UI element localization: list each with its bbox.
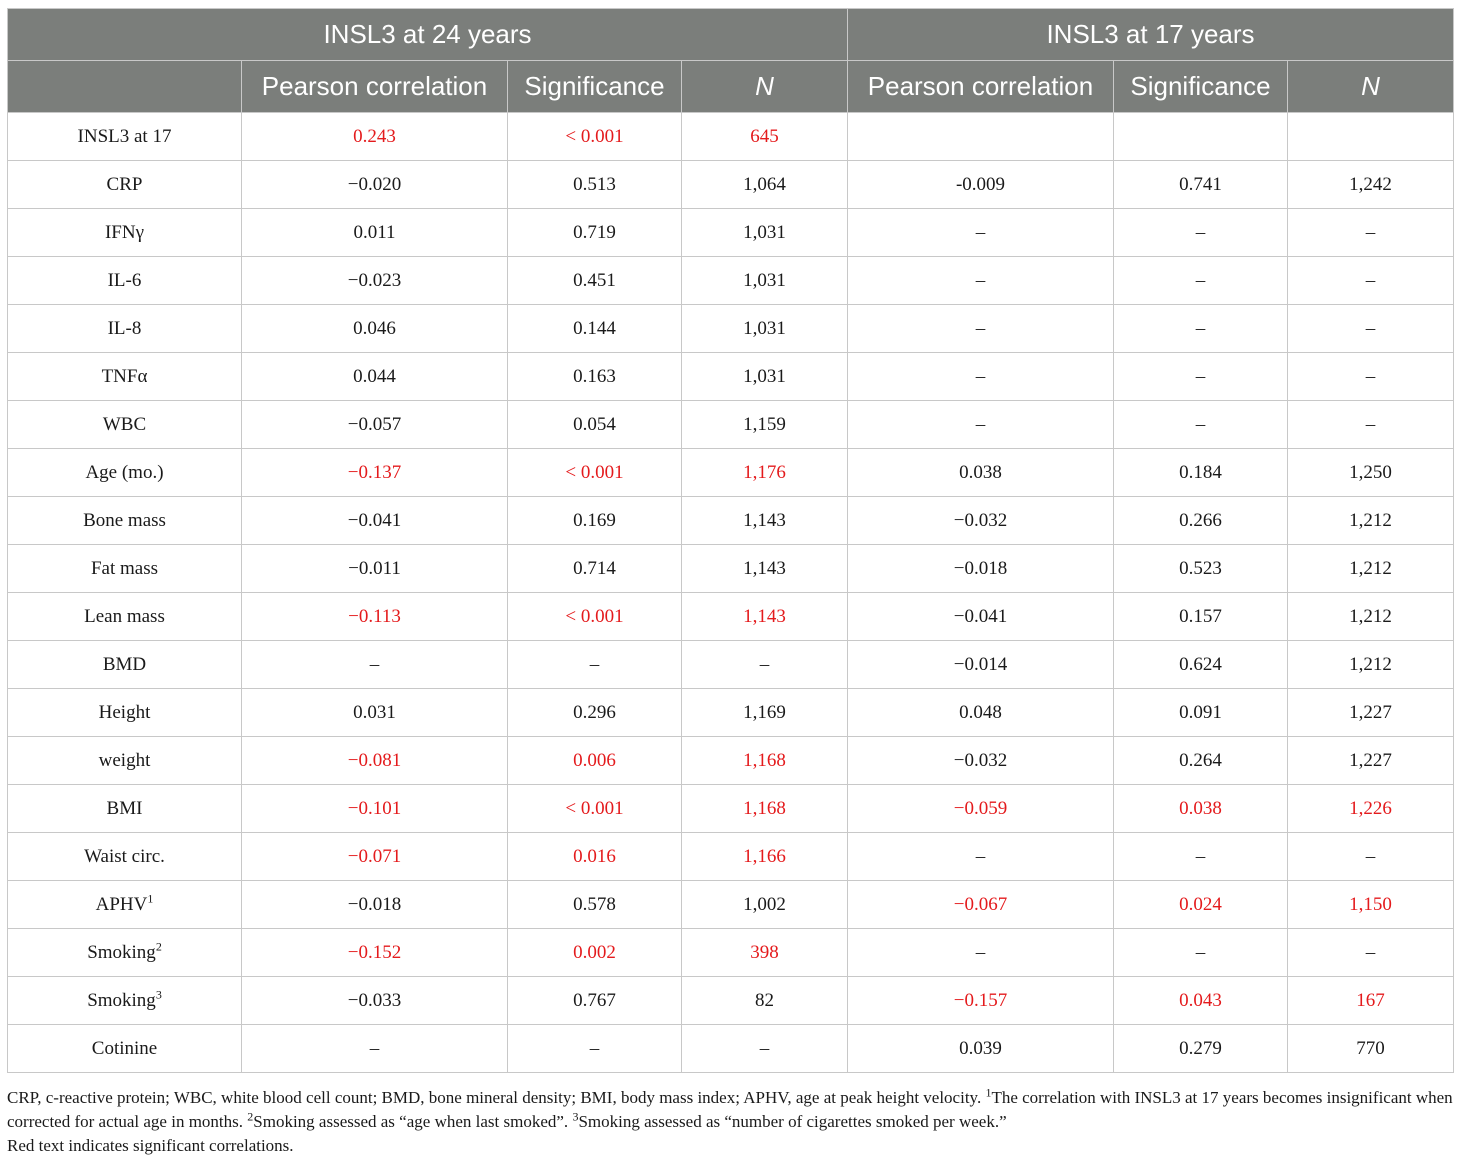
table-cell: –: [1288, 209, 1454, 257]
table-cell: -0.009: [848, 161, 1114, 209]
table-cell: 1,212: [1288, 593, 1454, 641]
table-cell: −0.041: [242, 497, 508, 545]
footnote-note-3: Smoking assessed as “number of cigarettes smoked per week.”: [578, 1112, 1007, 1131]
group-header-row: [8, 9, 1454, 61]
table-cell: 0.054: [508, 401, 682, 449]
row-label-text: Bone mass: [83, 509, 166, 531]
row-label: [8, 833, 242, 881]
table-cell: −0.113: [242, 593, 508, 641]
row-label-text: Cotinine: [91, 1037, 158, 1059]
table-cell: 0.039: [848, 1025, 1114, 1073]
row-label-text: Waist circ.: [84, 845, 165, 867]
table-cell: < 0.001: [508, 785, 682, 833]
table-cell: –: [1114, 353, 1288, 401]
table-cell: 1,168: [682, 785, 848, 833]
row-label: [8, 1025, 242, 1073]
table-cell: −0.011: [242, 545, 508, 593]
table-cell: 0.451: [508, 257, 682, 305]
row-label: [8, 113, 242, 161]
table-row: [8, 401, 1454, 449]
table-cell: [1288, 113, 1454, 161]
table-row: [8, 689, 1454, 737]
table-cell: 0.243: [242, 113, 508, 161]
table-cell: 1,242: [1288, 161, 1454, 209]
row-label: [8, 449, 242, 497]
table-cell: −0.152: [242, 929, 508, 977]
row-label: [8, 641, 242, 689]
table-cell: 1,227: [1288, 689, 1454, 737]
footnote-marker-1: 1: [985, 1085, 992, 1100]
sub-header-pearson-17: Pearson correlation: [848, 61, 1114, 113]
table-cell: –: [1114, 401, 1288, 449]
row-label-text: BMI: [106, 797, 143, 819]
table-cell: 1,031: [682, 209, 848, 257]
table-cell: −0.067: [848, 881, 1114, 929]
table-cell: 1,226: [1288, 785, 1454, 833]
table-cell: 0.719: [508, 209, 682, 257]
table-cell: 0.157: [1114, 593, 1288, 641]
table-cell: 0.264: [1114, 737, 1288, 785]
row-label-footnote-marker: 3: [155, 987, 162, 1002]
row-label-footnote-marker: 2: [155, 939, 162, 954]
table-cell: –: [1114, 833, 1288, 881]
table-cell: –: [508, 1025, 682, 1073]
table-cell: 1,212: [1288, 641, 1454, 689]
table-row: [8, 737, 1454, 785]
table-cell: 0.011: [242, 209, 508, 257]
table-row: [8, 593, 1454, 641]
row-label: [8, 257, 242, 305]
row-label-text: weight: [98, 749, 151, 771]
table-cell: 0.624: [1114, 641, 1288, 689]
table-cell: 0.006: [508, 737, 682, 785]
table-cell: 1,159: [682, 401, 848, 449]
table-cell: –: [848, 833, 1114, 881]
table-cell: 167: [1288, 977, 1454, 1025]
table-cell: −0.081: [242, 737, 508, 785]
table-cell: 0.038: [1114, 785, 1288, 833]
table-cell: 0.038: [848, 449, 1114, 497]
table-cell: −0.020: [242, 161, 508, 209]
row-label-text: INSL3 at 17: [77, 125, 172, 147]
footnote-note-1: The correlation with INSL3 at 17 years becomes insignificant when corrected for actual age in months.: [7, 1088, 1453, 1131]
table-cell: −0.057: [242, 401, 508, 449]
table-row: [8, 785, 1454, 833]
table-cell: 1,143: [682, 593, 848, 641]
table-row: [8, 881, 1454, 929]
table-cell: 1,212: [1288, 545, 1454, 593]
table-cell: 1,064: [682, 161, 848, 209]
table-cell: −0.041: [848, 593, 1114, 641]
table-row: [8, 113, 1454, 161]
row-label: [8, 497, 242, 545]
footnote-line-2: Red text indicates significant correlations.: [7, 1136, 294, 1155]
row-label: [8, 689, 242, 737]
footnote-marker-3: 3: [572, 1109, 579, 1124]
table-cell: 0.144: [508, 305, 682, 353]
table-cell: 0.031: [242, 689, 508, 737]
row-label-text: CRP: [106, 173, 143, 195]
footnote-marker-2: 2: [247, 1109, 254, 1124]
table-cell: 0.048: [848, 689, 1114, 737]
sub-header-significance-24: Significance: [508, 61, 682, 113]
table-cell: –: [1288, 929, 1454, 977]
table-cell: 0.523: [1114, 545, 1288, 593]
table-cell: 1,227: [1288, 737, 1454, 785]
row-label: [8, 353, 242, 401]
table-cell: 1,176: [682, 449, 848, 497]
table-cell: –: [1114, 929, 1288, 977]
table-cell: –: [1288, 305, 1454, 353]
row-label-text: APHV: [95, 893, 148, 915]
row-label-text: Fat mass: [90, 557, 159, 579]
row-label-text: BMD: [102, 653, 147, 675]
table-row: [8, 257, 1454, 305]
table-cell: 1,212: [1288, 497, 1454, 545]
table-cell: < 0.001: [508, 449, 682, 497]
table-cell: −0.059: [848, 785, 1114, 833]
table-cell: –: [1288, 257, 1454, 305]
table-cell: 1,031: [682, 305, 848, 353]
table-row: [8, 1025, 1454, 1073]
table-cell: 1,166: [682, 833, 848, 881]
row-label-text: IFNγ: [104, 221, 144, 243]
table-cell: –: [848, 257, 1114, 305]
group-header-24: INSL3 at 24 years: [8, 9, 848, 61]
table-cell: 0.296: [508, 689, 682, 737]
table-cell: < 0.001: [508, 593, 682, 641]
table-cell: 0.266: [1114, 497, 1288, 545]
table-cell: 0.578: [508, 881, 682, 929]
table-cell: −0.032: [848, 497, 1114, 545]
table-cell: [1114, 113, 1288, 161]
table-cell: –: [1114, 305, 1288, 353]
row-label: [8, 161, 242, 209]
sub-header-significance-17: Significance: [1114, 61, 1288, 113]
table-cell: 0.024: [1114, 881, 1288, 929]
row-label-footnote-marker: 1: [147, 891, 154, 906]
table-cell: −0.157: [848, 977, 1114, 1025]
row-label-text: WBC: [102, 413, 147, 435]
correlation-table: [7, 8, 1454, 1073]
row-label-text: Lean mass: [84, 605, 165, 627]
table-cell: −0.018: [242, 881, 508, 929]
table-cell: 1,150: [1288, 881, 1454, 929]
row-label: [8, 737, 242, 785]
row-label: [8, 929, 242, 977]
table-cell: 1,002: [682, 881, 848, 929]
table-cell: 1,168: [682, 737, 848, 785]
table-cell: −0.023: [242, 257, 508, 305]
table-cell: 1,031: [682, 257, 848, 305]
table-cell: < 0.001: [508, 113, 682, 161]
row-label: [8, 305, 242, 353]
row-label-text: Height: [98, 701, 151, 723]
table-cell: 0.169: [508, 497, 682, 545]
table-row: [8, 305, 1454, 353]
table-cell: 0.741: [1114, 161, 1288, 209]
table-cell: 1,250: [1288, 449, 1454, 497]
table-cell: 82: [682, 977, 848, 1025]
table-cell: 0.016: [508, 833, 682, 881]
table-cell: –: [1288, 833, 1454, 881]
footnote-abbreviations: CRP, c-reactive protein; WBC, white blood cell count; BMD, bone mineral density; BMI, body mass index; APHV, age at peak height velocity.: [7, 1088, 986, 1107]
table-cell: −0.033: [242, 977, 508, 1025]
table-cell: 0.091: [1114, 689, 1288, 737]
table-cell: –: [682, 1025, 848, 1073]
table-cell: 0.714: [508, 545, 682, 593]
sub-header-row: [8, 61, 1454, 113]
table-cell: –: [848, 929, 1114, 977]
table-cell: 0.513: [508, 161, 682, 209]
sub-header-pearson-24: Pearson correlation: [242, 61, 508, 113]
table-row: [8, 161, 1454, 209]
table-cell: –: [242, 641, 508, 689]
table-cell: –: [508, 641, 682, 689]
table-row: [8, 449, 1454, 497]
footnote-line-1: [7, 1086, 1457, 1134]
table-row: [8, 497, 1454, 545]
table-row: [8, 209, 1454, 257]
table-cell: 0.279: [1114, 1025, 1288, 1073]
table-cell: 0.043: [1114, 977, 1288, 1025]
row-label: [8, 545, 242, 593]
table-row: [8, 353, 1454, 401]
table-cell: 1,143: [682, 497, 848, 545]
table-cell: –: [1288, 353, 1454, 401]
sub-header-n-24: N: [682, 61, 848, 113]
table-cell: −0.071: [242, 833, 508, 881]
table-cell: −0.137: [242, 449, 508, 497]
row-label-text: Smoking: [87, 941, 156, 963]
row-label-text: Age (mo.): [85, 461, 164, 483]
table-body: [8, 113, 1454, 1073]
table-cell: 0.163: [508, 353, 682, 401]
table-cell: 0.046: [242, 305, 508, 353]
table-row: [8, 545, 1454, 593]
table-cell: –: [682, 641, 848, 689]
table-cell: –: [848, 401, 1114, 449]
table-cell: −0.101: [242, 785, 508, 833]
row-label-text: Smoking: [87, 989, 156, 1011]
table-row: [8, 833, 1454, 881]
row-label: [8, 593, 242, 641]
row-label: [8, 401, 242, 449]
table-cell: 1,169: [682, 689, 848, 737]
table-cell: 0.002: [508, 929, 682, 977]
table-cell: −0.032: [848, 737, 1114, 785]
table-cell: –: [1114, 257, 1288, 305]
table-cell: 0.184: [1114, 449, 1288, 497]
row-label-text: TNFα: [101, 365, 148, 387]
row-label-text: IL-8: [107, 317, 142, 339]
table-cell: 1,143: [682, 545, 848, 593]
table-cell: –: [848, 353, 1114, 401]
table-row: [8, 977, 1454, 1025]
table-cell: [848, 113, 1114, 161]
row-label-text: IL-6: [107, 269, 142, 291]
table-footnote: [7, 1086, 1457, 1158]
table-cell: 0.767: [508, 977, 682, 1025]
table-cell: –: [1288, 401, 1454, 449]
row-label: [8, 209, 242, 257]
table-cell: −0.014: [848, 641, 1114, 689]
table-row: [8, 929, 1454, 977]
table-cell: 398: [682, 929, 848, 977]
table-cell: –: [848, 209, 1114, 257]
correlation-table-container: [7, 8, 1453, 1073]
table-cell: −0.018: [848, 545, 1114, 593]
table-cell: 1,031: [682, 353, 848, 401]
row-label: [8, 785, 242, 833]
row-label: [8, 977, 242, 1025]
table-cell: –: [1114, 209, 1288, 257]
table-cell: 645: [682, 113, 848, 161]
table-row: [8, 641, 1454, 689]
table-cell: –: [242, 1025, 508, 1073]
sub-header-blank: [8, 61, 242, 113]
group-header-17: INSL3 at 17 years: [848, 9, 1454, 61]
table-cell: 0.044: [242, 353, 508, 401]
table-cell: 770: [1288, 1025, 1454, 1073]
table-cell: –: [848, 305, 1114, 353]
row-label: [8, 881, 242, 929]
footnote-note-2: Smoking assessed as “age when last smoked”.: [253, 1112, 573, 1131]
sub-header-n-17: N: [1288, 61, 1454, 113]
